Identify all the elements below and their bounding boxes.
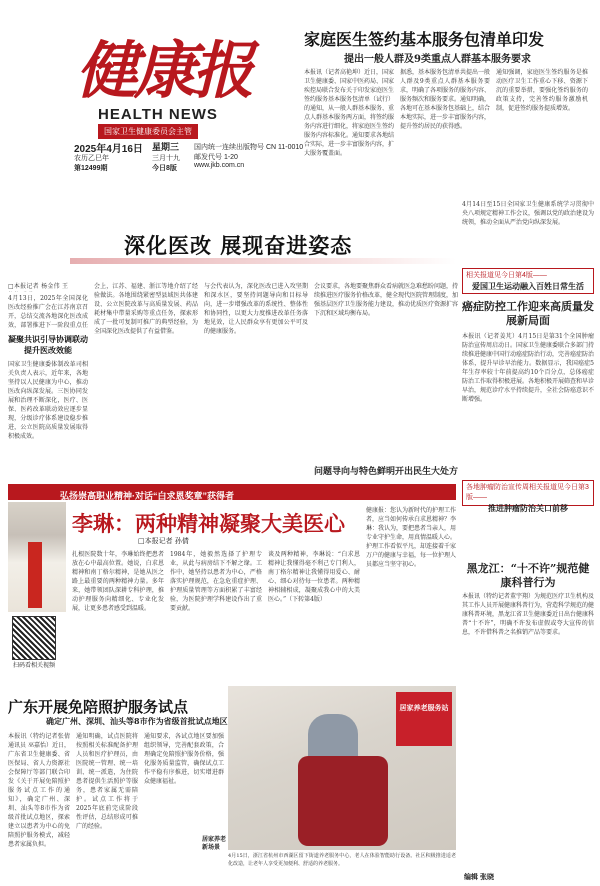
profile-col-4: 健康报：您认为新时代的护理工作者，应当如何传承白求恩精神？李琳：我认为，要把患者当亲人，用专业守护生命，用真情温暖人心。护理工作看似平凡，却连接着千家万户的健康与幸福，每一位护理人员都应当坚守初心。 [366,507,456,568]
lead-story-body [304,68,588,188]
lunar-year: 农历乙巳年 [74,155,109,162]
sidebar-related-label-2: 各地肿瘤防治宣传周相关报道见今日第3版—— [466,484,589,501]
section-banner [70,228,456,264]
sidebar-story2-body: 本报讯（特约记者董宇翔）为规范医疗卫生机构及其工作人员开展健康科普行为，营造科学规范的健康科普环境，黑龙江省卫生健康委近日出台健康科普“十不许”，明确不许发布虚假或夸大宣传的信息，不许借科普之名推销产品等要求。 [462,593,594,636]
qr-label: 扫码看相关视频 [12,662,55,669]
profile-title[interactable]: 李琳：两种精神凝聚大美医心 [72,511,345,536]
reform-intro: 4月13日，2025年全国深化医改经验推广会在江苏南京召开，总结交流各地深化医改成效，部署推进下一阶段重点任 [8,295,88,329]
issue-weekday: 星期三 [152,142,180,152]
profile-byline: □本报记者 孙倩 [138,537,189,545]
sidebar-story-title[interactable]: 癌症防控工作迎来高质量发展新局面 [462,300,594,327]
sidebar-related-box-2[interactable] [462,480,594,513]
masthead [4,2,596,192]
issue-number: 第12499期 [74,165,108,172]
profile-col-1: 扎根医院数十年，李琳始终把患者放在心中最高位置。她说，白求恩精神和南丁格尔精神，是她从医之路上最重要的两种精神力量。多年来，她带领团队深耕专科护理，推动护理服务向精细化、专业化发展，让更多患者感受到温暖。 [72,551,164,612]
reform-col-1: 国家卫生健康委体制改革司相关负责人表示，近年来，各地坚持以人民健康为中心，推动医改向纵深发展。三医协同发展和治理不断深化，医疗、医保、医药改革联动效应逐步显现，分级诊疗体系建设稳步推进，公立医院高质量发展取得积极成效。 [8,361,88,440]
profile-section [8,482,458,682]
lead-story-col-3: 通知强调，家庭医生签约服务是推动医疗卫生工作重心下移、资源下沉的重要举措，要强化签约服务的政策支持，完善签约服务激励机制，促进签约服务提质增效。 [496,69,588,112]
newspaper-logo[interactable]: 健康报 [76,34,251,107]
page-count: 今日8版 [152,165,177,172]
reform-col-4: 会议要求，各地要聚焦群众看病就医急难愁盼问题，持续推进医疗服务价格改革，健全现代医院管理制度，加强基层医疗卫生服务能力建设，推动优质医疗资源扩容下沉和区域均衡布局。 [314,283,458,317]
lead-story-subheadline: 提出一般人群及9类重点人群基本服务要求 [344,54,531,65]
cn-number: 国内统一连续出版物号 CN 11-0010 [194,144,304,151]
photo-scooter [298,756,388,846]
profile-series-tag [8,484,456,500]
profile-col-3: 谈及两种精神，李琳说：“白求恩精神让我懂得毫不利己专门利人，南丁格尔精神让我懂得用爱心、耐心、细心对待每一位患者。两种精神相辅相成，凝聚成我心中的大美医心。”（下转第4版） [268,551,360,603]
newspaper-english-name: HEALTH NEWS [98,106,218,123]
sidebar-story-body: 本报讯（记者姜芃）4月15日是第31个全国肿瘤防治宣传周启动日。国家卫生健康委联合多部门持续推进健康中国行动癌症防治行动，完善癌症防治体系，提升早诊早治能力。数据显示，我国癌症5年生存率较十年前提高约10个百分点，总体癌症防治工作取得积极进展。各地积极开展筛查和早诊早治，规范诊疗水平持续提升，全社会防癌意识不断增强。 [462,333,594,403]
sidebar-related-box[interactable] [462,268,594,294]
sidebar-related-label: 相关报道见今日第4版—— [466,272,547,279]
lead-story-col-1: 本报讯（记者高艳坤）近日，国家卫生健康委、国家中医药局、国家疾控局联合发布关于印发家庭医生签约服务基本服务包清单（试行）的通知，从一般人群基本服务、重点人群基本服务两方面，将签约服务内容进行细化，将家庭医生签约服务内容标准化。通知要求各地结合实际，进一步丰富服务内容，扩大服务覆盖面。 [304,69,394,157]
profile-series-label: 弘扬崇高职业精神·对话“白求恩奖章”获得者 [60,491,234,501]
photo-sign [396,692,452,746]
lower-story-subheadline: 确定广州、深圳、汕头等8市作为省级首批试点地区 [46,716,228,726]
banner-title: 深化医改 展现奋进姿态 [124,233,353,258]
sidebar-story2-title[interactable]: 黑龙江：“十不许”规范健康科普行为 [466,562,590,589]
reform-subhead-1: 凝聚共识引导协调联动提升医改效能 [8,334,88,355]
reform-col-3: 与会代表认为，深化医改已进入攻坚期和深水区，要坚持问题导向和目标导向，进一步增强改革的系统性、整体性和协同性，以更大力度推进改革任务落地见效，让人民群众享有更加公平可及的健康服务。 [204,283,308,335]
elderly-care-photo [228,686,456,850]
lower-col-3: 通知要求，各试点地区要加强组织领导，完善配套政策，合理确定免陪照护服务价格，强化服务质量监管，确保试点工作平稳有序推进，切实增进群众健康福祉。 [144,733,224,785]
lower-col-1: 本报讯（特约记者张倩 通讯员 巫嘉怡）近日，广东省卫生健康委、省医保局、省人力资源社会保障厅等部门联合印发《关于开展免陪照护服务试点工作的通知》，确定广州、深圳、汕头等8市作为省级首批试点地区，探索建立以患者为中心的免陪照护服务模式，减轻患者家属负担。 [8,733,70,848]
portrait-sash [28,542,42,608]
lunar-day: 三月十九 [152,155,180,162]
lower-story-headline[interactable]: 广东开展免陪照护服务试点 [8,698,189,716]
lead-story-headline[interactable]: 家庭医生签约基本服务包清单印发 [304,30,545,49]
lower-col-2: 通知明确，试点医院将按照相关标准配备护理人员和医疗护理员，由医院统一管理、统一培训、统一派遣，为住院患者提供生活照护等服务，患者家属无需陪护。试点工作将于2025年底前完成阶段性评估，总结形成可推广的经验。 [76,733,138,830]
photo-sign-text: 居家养老服务站 [399,705,449,712]
publisher-label: 国家卫生健康委员会主管 [98,124,198,139]
website-url[interactable]: www.jkb.com.cn [194,162,245,169]
sidebar-intro: 4月14日至15日全国家卫生健康系统学习贯彻中央八项规定精神工作会议，强调以党的政治建设为统领，推动全面从严治党向纵深发展。 [462,201,594,226]
photo-caption: 4月15日，浙江省杭州市西湖区留下街道养老服务中心，老人在体验智能助行设备。社区积极推进适老化改造，让老年人享受更加便利、舒适的养老服务。 [228,853,456,867]
qr-code-icon[interactable] [12,616,56,660]
issue-date: 2025年4月16日 [74,144,143,155]
footer-editors: 编辑 张晓 [464,874,494,881]
sidebar-related-title: 爱国卫生运动融入百姓日常生活 [472,281,584,291]
lead-story-col-2: 据悉，基本服务包清单共提出一般人群及9类重点人群基本服务要求，明确了各项服务的服务内容、服务频次和服务要求。通知明确，各地可在基本服务包基础上，结合本地实际，进一步丰富服务内容，提升签约居民的获得感。 [400,69,490,130]
reform-subhead-2: 问题导向与特色鲜明开出民生大处方 [313,467,458,477]
reform-byline: □本报记者 杨金伟 王 [8,283,68,290]
profile-col-2: 1984年，她毅然选择了护理专业，从此与病房结下不解之缘。工作中，她坚持以患者为中心，严格落实护理规范，在急危重症护理、护理质量管理等方面积累了丰富经验，为医院护理学科建设作出了重要贡献。 [170,551,262,612]
portrait-photo [8,502,66,612]
post-code: 邮发代号 1-20 [194,154,238,161]
sidebar-related-title-2: 推进肿瘤防治关口前移 [488,503,568,513]
photo-side-label: 居家养老新场景 [202,836,227,851]
reform-col-2: 会上，江苏、福建、浙江等地介绍了经验做法。各地围绕紧密型县域医共体建设、公立医院改革与高质量发展、药品耗材集中带量采购等重点任务，探索形成了一批可复制可推广的典型经验，为全国深化医改提供了有益借鉴。 [94,283,198,335]
